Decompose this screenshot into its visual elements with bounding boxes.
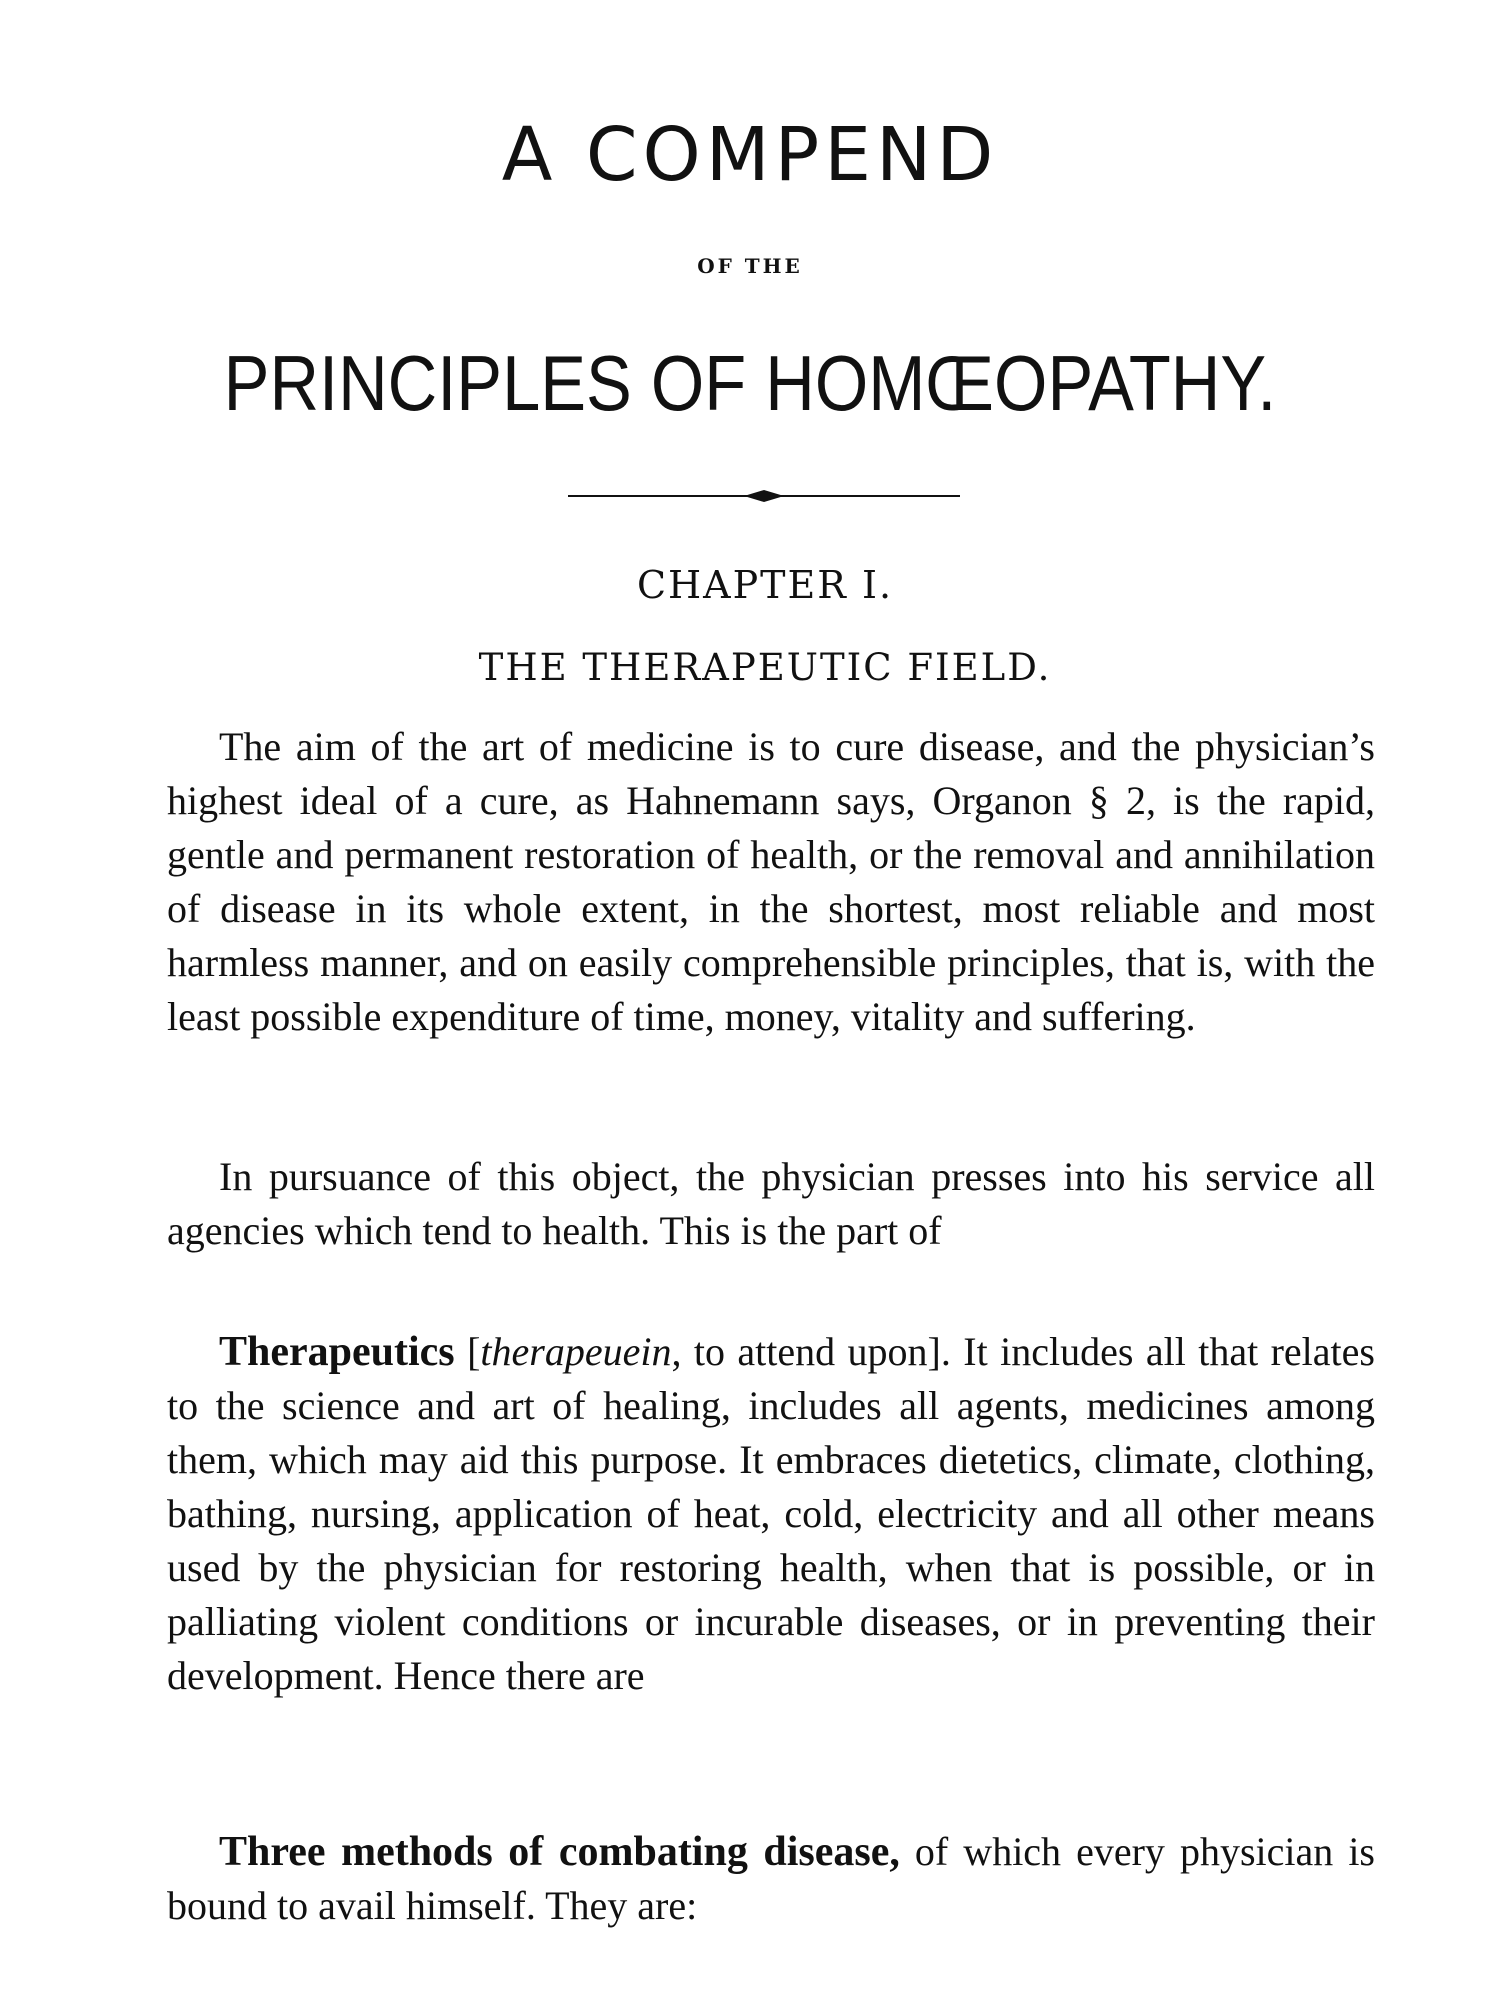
paragraph-rest: , to attend upon]. It includes all that relates to the science and art of healing, includes all agents, medicines among them, which may aid this purpose. It embraces dietetics, climate, clothing, bathing, nursing, application of heat, cold, electricity and all other means used by the physician for restoring health, when that is possible, or in palliating violent conditions or incurable diseases, or in preventing their development. Hence there are: [167, 1329, 1375, 1698]
chapter-title: THE THERAPEUTIC FIELD.: [478, 646, 1052, 689]
paragraph-rest: of which every physician is bound to avail himself. They are:: [167, 1829, 1375, 1928]
paragraph-text: In pursuance of this object, the physician presses into his service all agencies which tend to health. This is the part of: [167, 1154, 1375, 1253]
paragraph-pursuance: [167, 1150, 1375, 1258]
term-therapeutics: Therapeutics: [219, 1329, 455, 1375]
term-three-methods: Three methods of combating disease,: [219, 1829, 900, 1875]
paragraph-therapeutics: [167, 1325, 1375, 1703]
rule-ornament-divider: [568, 484, 960, 508]
chapter-number: CHAPTER I.: [636, 563, 894, 607]
book-subtitle: PRINCIPLES OF HOMŒOPATHY.: [223, 339, 1277, 427]
paragraph-text: [167, 1825, 1375, 1933]
paragraph-three-methods: [167, 1825, 1375, 1933]
paragraph-text: [167, 1325, 1375, 1703]
book-title: A COMPEND: [501, 112, 999, 198]
etymology-term: therapeuein: [480, 1329, 672, 1374]
paragraph-text: The aim of the art of medicine is to cure disease, and the physician’s highest ideal of a cure, as Hahnemann says, Organon § 2, is the rapid, gentle and permanent restoration of health, or the removal and annihilation of disease in its whole extent, in the shortest, most reliable and most harmless manner, and on easily comprehensible principles, that is, with the least possible expenditure of time, money, vitality and suffering.: [167, 724, 1375, 1039]
bracket-open: [: [454, 1329, 481, 1374]
title-connector: OF THE: [697, 254, 803, 278]
paragraph-aim-of-medicine: [167, 720, 1375, 1044]
